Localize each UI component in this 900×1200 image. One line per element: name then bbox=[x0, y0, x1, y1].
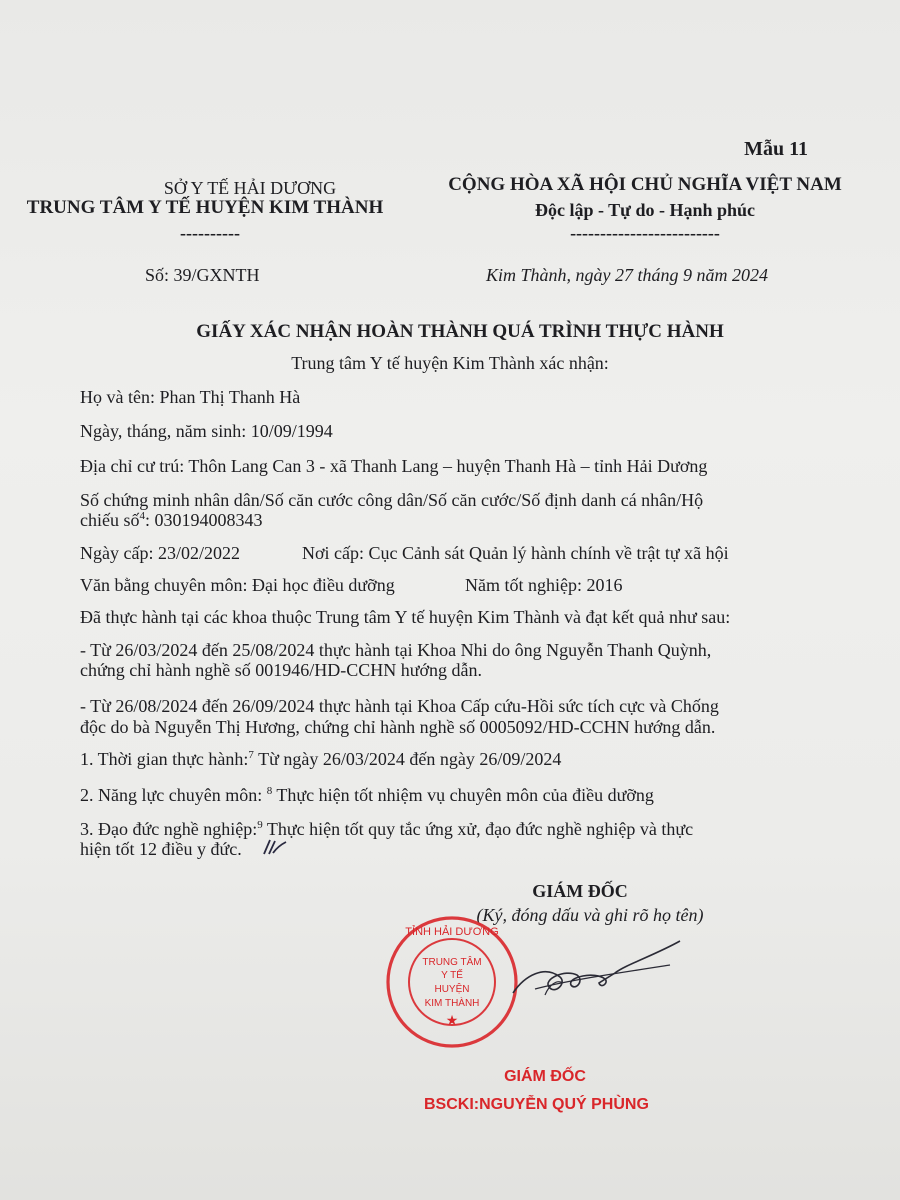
result-practice-time: 1. Thời gian thực hành:$^7$ Từ ngày 26/03/2024 đến ngày 26/09/2024 bbox=[80, 749, 562, 769]
issue-date: Ngày cấp: 23/02/2022 bbox=[80, 543, 240, 563]
official-stamp bbox=[383, 913, 521, 1051]
stamp-line-1: TRUNG TÂM bbox=[422, 957, 482, 968]
graduation-year: Năm tốt nghiệp: 2016 bbox=[465, 575, 623, 595]
issue-place: Nơi cấp: Cục Cảnh sát Quản lý hành chính về trật tự xã hội bbox=[302, 543, 729, 563]
result-ethics-line-2: hiện tốt 12 điều y đức. bbox=[80, 839, 242, 859]
result-ethics-line-1: 3. Đạo đức nghề nghiệp:$^9$ Thực hiện tốt quy tắc ứng xử, đạo đức nghề nghiệp và thực bbox=[80, 819, 694, 839]
ministry-name: SỞ Y TẾ HẢI DƯƠNG bbox=[163, 178, 337, 198]
date-of-birth: Ngày, tháng, năm sinh: 10/09/1994 bbox=[80, 421, 333, 441]
intro-text: Trung tâm Y tế huyện Kim Thành xác nhận: bbox=[291, 353, 609, 373]
id-label: Số chứng minh nhân dân/Số căn cước công dân/Số căn cước/Số định danh cá nhân/Hộ bbox=[80, 490, 704, 510]
handwritten-signature bbox=[505, 935, 695, 1015]
stamp-line-3: HUYỆN bbox=[434, 984, 470, 995]
left-header-rule: ---------- bbox=[180, 223, 240, 243]
initials-mark bbox=[260, 836, 290, 860]
stamp-line-2: Y TẾ bbox=[441, 970, 463, 981]
place-date: Kim Thành, ngày 27 tháng 9 năm 2024 bbox=[486, 265, 769, 285]
degree: Văn bằng chuyên môn: Đại học điều dưỡng bbox=[80, 575, 395, 595]
document-title: GIẤY XÁC NHẬN HOÀN THÀNH QUÁ TRÌNH THỰC HÀNH bbox=[196, 321, 724, 342]
practice-intro: Đã thực hành tại các khoa thuộc Trung tâm Y tế huyện Kim Thành và đạt kết quả như sau: bbox=[80, 607, 731, 627]
result-professional-capacity: 2. Năng lực chuyên môn: $^8$ Thực hiện tốt nhiệm vụ chuyên môn của điều dưỡng bbox=[80, 785, 654, 805]
period-2-line-1: - Từ 26/08/2024 đến 26/09/2024 thực hành tại Khoa Cấp cứu-Hồi sức tích cực và Chống bbox=[80, 696, 719, 716]
id-number: chiếu số$^4$: 030194008343 bbox=[80, 510, 263, 530]
period-1-line-2: chứng chỉ hành nghề số 001946/HD-CCHN hướng dẫn. bbox=[80, 660, 482, 680]
right-header-rule: ------------------------- bbox=[570, 223, 720, 243]
document-number: Số: 39/GXNTH bbox=[145, 265, 260, 285]
national-motto: Độc lập - Tự do - Hạnh phúc bbox=[534, 200, 756, 220]
period-1-line-1: - Từ 26/03/2024 đến 25/08/2024 thực hành tại Khoa Nhi do ông Nguyễn Thanh Quỳnh, bbox=[80, 640, 712, 660]
address: Địa chỉ cư trú: Thôn Lang Can 3 - xã Thanh Lang – huyện Thanh Hà – tỉnh Hải Dương bbox=[80, 456, 708, 476]
stamp-ring-text: TỈNH HẢI DƯƠNG bbox=[405, 926, 499, 938]
svg-text:★: ★ bbox=[445, 1012, 459, 1028]
signatory-name: BSCKI:NGUYỄN QUÝ PHÙNG bbox=[424, 1096, 649, 1113]
full-name: Họ và tên: Phan Thị Thanh Hà bbox=[80, 387, 301, 407]
center-name: TRUNG TÂM Y TẾ HUYỆN KIM THÀNH bbox=[26, 197, 384, 218]
signed-title: GIÁM ĐỐC bbox=[504, 1068, 586, 1085]
period-2-line-2: độc do bà Nguyễn Thị Hương, chứng chỉ hành nghề số 0005092/HD-CCHN hướng dẫn. bbox=[80, 717, 716, 737]
form-number: Mẫu 11 bbox=[744, 138, 808, 160]
stamp-line-4: KIM THÀNH bbox=[424, 998, 480, 1009]
country-name: CỘNG HÒA XÃ HỘI CHỦ NGHĨA VIỆT NAM bbox=[448, 174, 842, 195]
signature-instruction: (Ký, đóng dấu và ghi rõ họ tên) bbox=[476, 905, 704, 925]
signatory-title: GIÁM ĐỐC bbox=[532, 881, 628, 901]
